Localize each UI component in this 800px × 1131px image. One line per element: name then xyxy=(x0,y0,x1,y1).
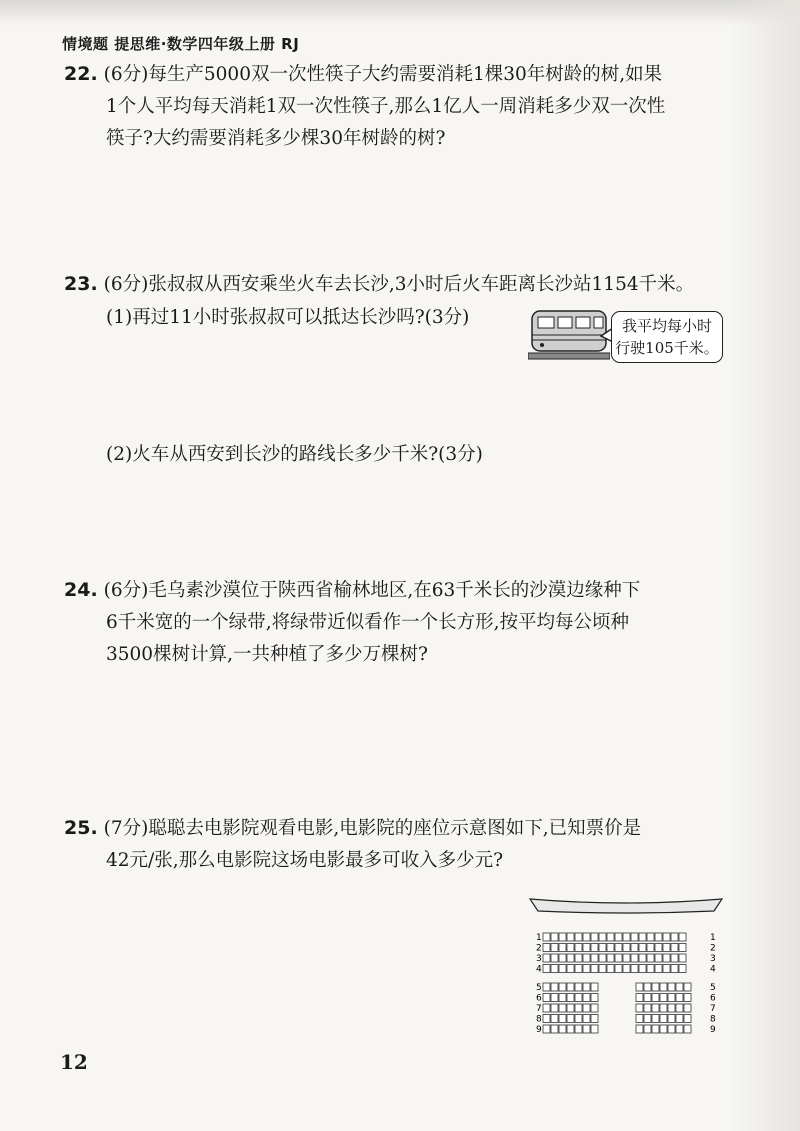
seat xyxy=(663,965,670,973)
seat xyxy=(615,954,622,962)
seat xyxy=(607,965,614,973)
seat xyxy=(543,954,550,962)
seat xyxy=(660,1004,667,1012)
question-number: 22. xyxy=(64,63,98,85)
seat xyxy=(663,933,670,941)
seat xyxy=(652,994,659,1002)
question-text-line: 筷子?大约需要消耗多少棵30年树龄的树? xyxy=(106,128,446,149)
bubble-text-line: 行驶105千米。 xyxy=(615,339,719,357)
seat xyxy=(647,954,654,962)
row-label: 1 xyxy=(710,933,716,943)
row-label: 7 xyxy=(536,1004,542,1014)
seat xyxy=(679,954,686,962)
row-label: 9 xyxy=(536,1025,542,1035)
seat xyxy=(631,954,638,962)
question-text-line: (7分)聪聪去电影院观看电影,电影院的座位示意图如下,已知票价是 xyxy=(103,818,642,839)
seat xyxy=(551,933,558,941)
seat xyxy=(599,954,606,962)
seat xyxy=(567,1025,574,1033)
seat xyxy=(543,1015,550,1023)
bubble-text-line: 我平均每小时 xyxy=(621,317,712,335)
seat xyxy=(615,944,622,952)
seat xyxy=(551,954,558,962)
seat xyxy=(684,1015,691,1023)
seat xyxy=(559,1025,566,1033)
question-number: 23. xyxy=(64,273,98,295)
seat xyxy=(636,983,643,991)
seat xyxy=(591,933,598,941)
seat xyxy=(636,994,643,1002)
seat xyxy=(599,933,606,941)
seat xyxy=(684,994,691,1002)
row-label: 3 xyxy=(536,954,542,964)
seat xyxy=(660,1015,667,1023)
seat xyxy=(668,1004,675,1012)
seat xyxy=(676,994,683,1002)
seat xyxy=(551,944,558,952)
seat xyxy=(575,944,582,952)
seat xyxy=(684,1004,691,1012)
seat xyxy=(636,1025,643,1033)
seat xyxy=(559,954,566,962)
seat xyxy=(647,944,654,952)
cinema-screen xyxy=(530,899,722,913)
seat xyxy=(679,933,686,941)
seat xyxy=(684,1025,691,1033)
seat xyxy=(684,983,691,991)
seat xyxy=(660,983,667,991)
seat xyxy=(676,1025,683,1033)
seat xyxy=(543,994,550,1002)
seat xyxy=(652,1015,659,1023)
seat xyxy=(676,1004,683,1012)
seat xyxy=(575,994,582,1002)
seat xyxy=(583,1015,590,1023)
seat xyxy=(567,965,574,973)
question-number: 24. xyxy=(64,579,98,601)
seat xyxy=(591,965,598,973)
row-label: 4 xyxy=(710,964,716,975)
seat xyxy=(583,1025,590,1033)
seat xyxy=(591,1015,598,1023)
seat xyxy=(607,933,614,941)
cinema-seat-diagram xyxy=(526,893,726,1043)
seat xyxy=(599,944,606,952)
seat xyxy=(591,994,598,1002)
question-25 xyxy=(64,812,736,877)
seat xyxy=(575,1015,582,1023)
seat xyxy=(668,1015,675,1023)
speech-bubble xyxy=(611,311,723,363)
seat xyxy=(615,965,622,973)
seat xyxy=(575,1025,582,1033)
seat xyxy=(652,983,659,991)
seat xyxy=(551,1015,558,1023)
seat xyxy=(655,944,662,952)
seat xyxy=(639,954,646,962)
row-label: 8 xyxy=(536,1014,542,1025)
seat xyxy=(639,944,646,952)
seat xyxy=(551,983,558,991)
seat xyxy=(591,954,598,962)
question-text-line: (6分)毛乌素沙漠位于陕西省榆林地区,在63千米长的沙漠边缘种下 xyxy=(103,580,641,601)
seat xyxy=(623,944,630,952)
seat xyxy=(660,1025,667,1033)
seat xyxy=(567,1004,574,1012)
question-number: 25. xyxy=(64,817,98,839)
page-number: 12 xyxy=(60,1050,88,1074)
question-23-part-1: (1)再过11小时张叔叔可以抵达长沙吗?(3分) xyxy=(106,307,470,328)
seat xyxy=(647,965,654,973)
page-right-shadow xyxy=(730,0,800,1131)
seat xyxy=(559,1015,566,1023)
seat xyxy=(583,954,590,962)
seat xyxy=(559,994,566,1002)
question-22 xyxy=(64,58,736,155)
seat xyxy=(615,933,622,941)
question-23 xyxy=(64,268,764,301)
seat xyxy=(583,983,590,991)
train-illustration xyxy=(528,307,610,363)
seat xyxy=(575,965,582,973)
row-label: 6 xyxy=(710,993,716,1004)
seat xyxy=(631,965,638,973)
seat xyxy=(607,954,614,962)
seat xyxy=(575,1004,582,1012)
seat-grid xyxy=(536,933,716,1035)
seat xyxy=(652,1025,659,1033)
seat xyxy=(660,994,667,1002)
seat xyxy=(543,965,550,973)
row-label: 3 xyxy=(710,954,716,964)
page-top-shadow xyxy=(0,0,800,26)
seat xyxy=(671,954,678,962)
seat xyxy=(668,994,675,1002)
seat xyxy=(644,994,651,1002)
question-text-line: 3500棵树计算,一共种植了多少万棵树? xyxy=(106,644,428,665)
row-label: 5 xyxy=(710,983,716,993)
question-text-line: 42元/张,那么电影院这场电影最多可收入多少元? xyxy=(106,850,504,871)
seat xyxy=(639,933,646,941)
row-label: 8 xyxy=(710,1014,716,1025)
row-label: 7 xyxy=(710,1004,716,1014)
seat xyxy=(652,1004,659,1012)
seat xyxy=(559,1004,566,1012)
seat xyxy=(679,944,686,952)
seat xyxy=(647,933,654,941)
seat xyxy=(679,965,686,973)
seat xyxy=(636,1004,643,1012)
seat xyxy=(559,933,566,941)
seat xyxy=(663,944,670,952)
seat xyxy=(644,1015,651,1023)
row-label: 6 xyxy=(536,993,542,1004)
seat xyxy=(668,983,675,991)
seat xyxy=(623,954,630,962)
question-text-line: (6分)张叔叔从西安乘坐火车去长沙,3小时后火车距离长沙站1154千米。 xyxy=(103,274,695,295)
seat xyxy=(583,1004,590,1012)
seat xyxy=(543,944,550,952)
question-text-line: (6分)每生产5000双一次性筷子大约需要消耗1棵30年树龄的树,如果 xyxy=(103,64,663,85)
question-23-part-2: (2)火车从西安到长沙的路线长多少千米?(3分) xyxy=(106,444,483,465)
seat xyxy=(583,965,590,973)
seat xyxy=(671,944,678,952)
question-text-line: 1个人平均每天消耗1双一次性筷子,那么1亿人一周消耗多少双一次性 xyxy=(106,96,666,117)
seat xyxy=(644,1004,651,1012)
seat xyxy=(676,983,683,991)
seat xyxy=(567,983,574,991)
question-text-line: 6千米宽的一个绿带,将绿带近似看作一个长方形,按平均每公顷种 xyxy=(106,612,630,633)
seat xyxy=(644,983,651,991)
seat xyxy=(567,944,574,952)
seat xyxy=(636,1015,643,1023)
seat xyxy=(639,965,646,973)
seat xyxy=(591,944,598,952)
seat xyxy=(599,965,606,973)
seat xyxy=(655,954,662,962)
seat xyxy=(655,933,662,941)
row-label: 4 xyxy=(536,964,542,975)
seat xyxy=(559,965,566,973)
row-label: 2 xyxy=(710,943,716,954)
seat xyxy=(623,933,630,941)
seat xyxy=(583,994,590,1002)
seat xyxy=(575,954,582,962)
seat xyxy=(583,944,590,952)
seat xyxy=(575,933,582,941)
seat xyxy=(551,994,558,1002)
seat xyxy=(559,983,566,991)
seat xyxy=(551,1004,558,1012)
seat xyxy=(543,1004,550,1012)
seat xyxy=(607,944,614,952)
row-label: 9 xyxy=(710,1025,716,1035)
seat xyxy=(567,933,574,941)
seat xyxy=(567,1015,574,1023)
row-label: 2 xyxy=(536,943,542,954)
seat xyxy=(591,1025,598,1033)
seat xyxy=(591,1004,598,1012)
seat xyxy=(631,933,638,941)
seat xyxy=(668,1025,675,1033)
seat xyxy=(543,983,550,991)
question-24 xyxy=(64,574,736,671)
seat xyxy=(551,965,558,973)
seat xyxy=(543,1025,550,1033)
seat xyxy=(567,954,574,962)
seat xyxy=(591,983,598,991)
seat xyxy=(567,994,574,1002)
seat xyxy=(559,944,566,952)
seat xyxy=(671,933,678,941)
page-header: 情境题 提思维·数学四年级上册 RJ xyxy=(62,35,300,53)
seat xyxy=(543,933,550,941)
seat xyxy=(671,965,678,973)
seat xyxy=(631,944,638,952)
seat xyxy=(583,933,590,941)
seat xyxy=(655,965,662,973)
seat xyxy=(676,1015,683,1023)
seat xyxy=(644,1025,651,1033)
seat xyxy=(623,965,630,973)
seat xyxy=(663,954,670,962)
row-label: 1 xyxy=(536,933,542,943)
seat xyxy=(551,1025,558,1033)
row-label: 5 xyxy=(536,983,542,993)
seat xyxy=(575,983,582,991)
